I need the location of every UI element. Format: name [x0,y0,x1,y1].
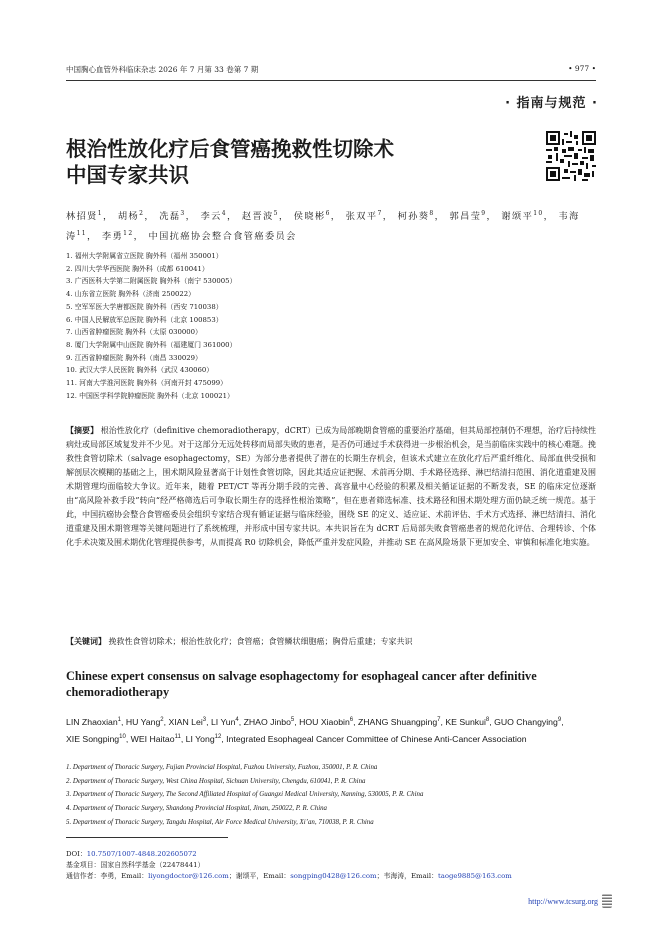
section-label: · 指南与规范 · [505,96,598,111]
affiliation-zh: 10. 武汉大学人民医院 胸外科（武汉 430060） [66,366,214,375]
author-en: LIN Zhaoxian$^1$, [66,716,126,727]
author-zh: 李云$^4$， [200,210,238,223]
affiliation-en: 2. Department of Thoracic Surgery, West China Hospital, Sichuan University, Chengdu, 610041, P. R. China [66,777,366,785]
journal-logo-icon [602,894,612,908]
author-zh: 赵晋波$^5$， [241,210,290,223]
author-zh: 谢颂平$^{10}$， [501,210,555,223]
author-zh: 韦海涛$^{11}$， [66,211,580,243]
author-zh: 胡杨$^2$， [117,210,155,223]
author-zh: 李勇$^{12}$， [101,230,145,243]
affiliation-en: 4. Department of Thoracic Surgery, Shandong Provincial Hospital, Jinan, 250022, P. R. China [66,805,327,813]
author-en: XIE Songping$^{10}$, [66,734,131,745]
qr-code-icon[interactable] [546,131,596,181]
author-zh: 张双平$^7$， [345,210,394,223]
site-footer [528,894,612,908]
affiliation-zh: 4. 山东省立医院 胸外科（济南 250022） [66,290,196,299]
author-en: WEI Haitao$^{11}$, [130,734,186,745]
email-link[interactable]: taoge9885@163.com [438,872,512,881]
page-number: • 977 • [568,64,596,73]
keywords-label: 【关键词】 [66,637,106,646]
affiliation-zh: 3. 广西医科大学第二附属医院 胸外科（南宁 530005） [66,277,237,286]
author-zh: 冼磊$^3$， [159,210,197,223]
footnote-rule [66,837,228,838]
correspondence-line: 通信作者：李勇，Email：liyongdoctor@126.com；谢颂平，Email：songping0428@126.com；韦海涛，Email：taoge9885@163.com [66,872,512,881]
affiliation-zh: 7. 山西省肿瘤医院 胸外科（太原 030000） [66,328,202,337]
fund-line: 基金项目：国家自然科学基金（22478441） [66,861,205,870]
email-link[interactable]: liyongdoctor@126.com [148,872,229,881]
affiliation-zh: 12. 中国医学科学院肿瘤医院 胸外科（北京 100021） [66,391,234,400]
author-zh: 侯晓彬$^6$， [293,210,342,223]
affiliation-zh: 5. 空军军医大学唐都医院 胸外科（西安 710038） [66,302,223,311]
article-title-en: Chinese expert consensus on salvage esophagectomy for esophageal cancer after definitive chemoradiotherapy [66,669,537,699]
author-en: HOU Xiaobin$^6$, [299,716,358,727]
affiliation-zh: 6. 中国人民解放军总医院 胸外科（北京 100853） [66,315,223,324]
author-en: HU Yang$^2$, [125,716,169,727]
affiliation-en: 3. Department of Thoracic Surgery, The Second Affiliated Hospital of Guangxi Medical University, Nanning, 530005, P. R. China [66,791,424,799]
affiliation-zh: 11. 河南大学淮河医院 胸外科（河南开封 475099） [66,379,227,388]
author-en: ZHAO Jinbo$^5$, [243,716,300,727]
authors-zh [66,205,586,245]
keywords [66,636,596,647]
author-zh: 郭昌莹$^9$， [449,210,498,223]
author-zh: 柯孙葵$^8$， [397,210,446,223]
affiliations-zh [66,250,586,402]
author-zh: 林招贤$^1$， [66,210,114,223]
doi-link[interactable]: 10.7507/1007-4848.202605072 [86,850,197,858]
affiliation-zh: 9. 江西省肿瘤医院 胸外科（南昌 330029） [66,353,202,362]
author-en: ZHANG Shuangping$^7$, [357,716,446,727]
author-en: LI Yun$^4$, [210,716,244,727]
affiliation-en: 5. Department of Thoracic Surgery, Tangdu Hospital, Air Force Medical University, Xi’an, 710038, P. R. China [66,818,374,826]
abstract-text: 根治性放化疗（definitive chemoradiotherapy，dCRT）已成为局部晚期食管癌的重要治疗基础，但其局部控制仍不理想，治疗后持续性病灶或局部区域复发并不少见。对于这部分无远处转移而局部失败的患者，是否仍可通过手术获得进一步根治机会，是当前临床实践中的核心难题。挽救性食管切除术（salvage esophagectomy，SE）为部分患者提供了潜在的长期生存机会，但该术式建立在放化疗后严重纤维化、局部血供受损和解剖层次模糊的基础之上，围术期风险显著高于计划性食管切除，因此其适应证把握、术前再分期、手术路径选择、淋巴结清扫范围、消化道重建及围术期管理均面临较大争议。近年来，随着 PET/CT 等再分期手段的完善、高容量中心经验的积累及相关循证证据的不断发表，SE 的临床定位逐渐由“高风险补救手段”转向“经严格筛选后可争取长期生存的选择性根治策略”，但在患者筛选标准、技术路径和围术期处理方面仍缺乏统一规范。基于此，中国抗癌协会整合食管癌委员会组织专家结合现有循证证据与临床经验，围绕 SE 的定义、适应证、术前评估、手术方式选择、淋巴结清扫、消化道重建及围术期管理等关键问题进行了系统梳理，并形成中国专家共识。本共识旨在为 dCRT 后局部失败食管癌患者的规范化评估、合理转诊、个体化手术决策及围术期优化管理提供参考，从而提高 R0 切除机会，降低严重并发症风险，并推动 SE 在高风险场景下更加安全、审慎和标准化地实施。 [66,426,597,548]
affiliation-zh: 8. 厦门大学附属中山医院 胸外科（福建厦门 361000） [66,340,237,349]
running-header [66,64,596,76]
affiliation-zh: 1. 福州大学附属省立医院 胸外科（福州 350001） [66,252,223,260]
keywords-text: 挽救性食管切除术；根治性放化疗；食管癌；食管鳞状细胞癌；胸骨后重建；专家共识 [108,637,413,646]
author-group-en: Integrated Esophageal Cancer Committee of Chinese Anti-Cancer Association [226,734,527,745]
header-rule [66,80,596,81]
footnotes [66,849,596,883]
author-en: GUO Changying$^9$, [494,716,564,727]
affiliation-en: 1. Department of Thoracic Surgery, Fujian Provincial Hospital, Fuzhou University, Fuzhou, 350001, P. R. China [66,764,378,771]
site-url-link[interactable]: http://www.tcsurg.org [528,896,598,906]
author-group-zh: 中国抗癌协会整合食管癌委员会 [148,231,297,243]
author-en: XIAN Lei$^3$, [168,716,211,727]
authors-en [66,713,566,748]
doi-line: DOI：10.7507/1007-4848.202605072 [66,850,197,858]
affiliation-zh: 2. 四川大学华西医院 胸外科（成都 610041） [66,264,209,273]
journal-info: 中国胸心血管外科临床杂志 2026 年 7 月第 33 卷第 7 期 [66,65,259,74]
article-title-zh [66,136,486,188]
author-en: LI Yong$^{12}$, [185,734,227,745]
abstract [66,424,596,550]
affiliations-en [66,761,596,830]
title-zh-line: 中国专家共识 [66,163,189,187]
author-en: KE Sunkui$^8$, [445,716,495,727]
title-zh-line: 根治性放化疗后食管癌挽救性切除术 [66,137,394,161]
email-link[interactable]: songping0428@126.com [290,872,377,881]
abstract-label: 【摘要】 [66,426,99,435]
